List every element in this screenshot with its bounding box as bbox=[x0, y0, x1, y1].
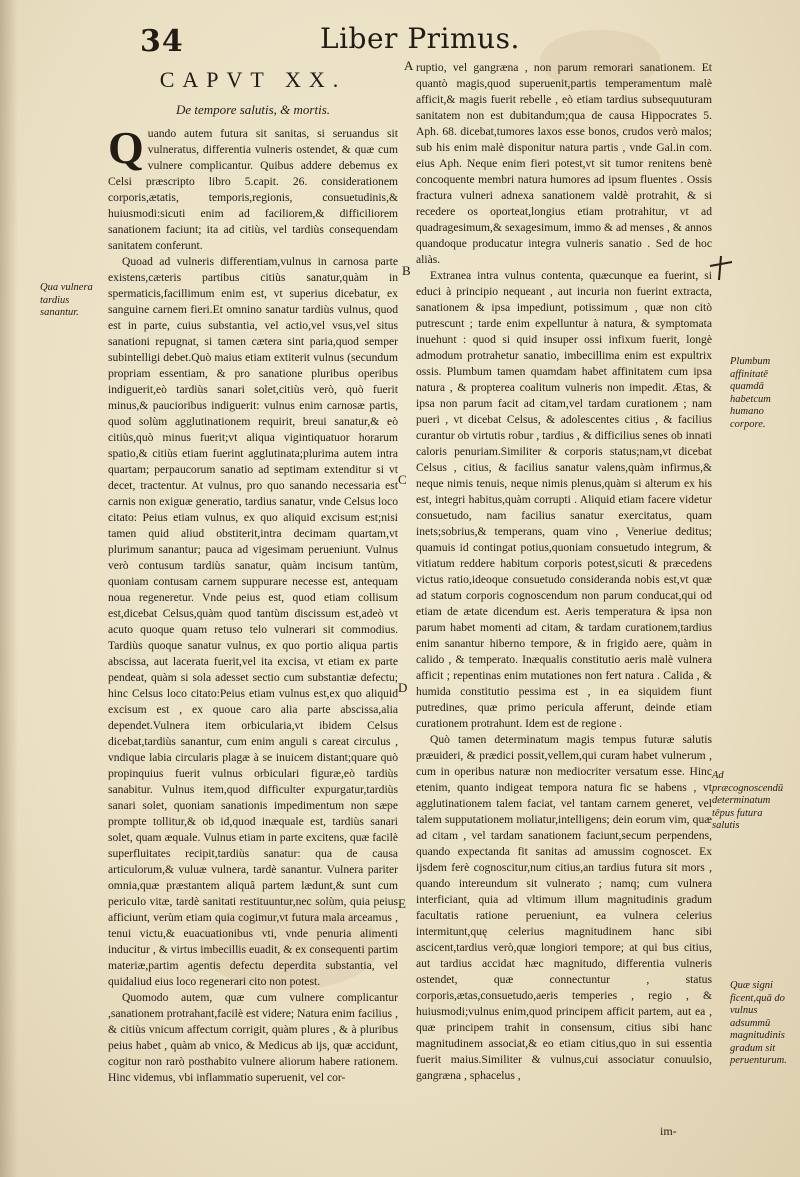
left-paragraph-3: Quomodo autem, quæ cum vulnere complicantur ,sanationem protrahant,facilè est videre; Natura enim facilius , & citiùs vnicum affectum corrigit, quàm plures , & à pluribus peius habet , quàm ab vnico, & Medicus ab ijs, quæ accidunt, cogitur non rarò posthabito vulnere aliorum habere rationem. Hinc videmus, vbi inflammatio superuenit, vel cor- bbox=[108, 991, 398, 1084]
page-edge-shadow bbox=[0, 0, 18, 1177]
chapter-title: CAPVT XX. bbox=[159, 67, 347, 92]
left-paragraph-1 bbox=[108, 122, 398, 254]
running-title: Liber Primus. bbox=[320, 22, 520, 55]
section-letter-e: E bbox=[398, 896, 406, 911]
section-letter-d: D bbox=[398, 680, 408, 695]
drop-cap: Q bbox=[108, 122, 144, 173]
page-number: 34 bbox=[140, 24, 184, 59]
margin-note-praecognoscendum: Ad præcognoscendū determinatum tēpus futura salutis bbox=[712, 770, 784, 831]
right-paragraph-2: Extranea intra vulnus contenta, quæcunque ea fuerint, si educi à principio nequeant , aut incuria non fuerint extracta, sanationem & ipsa impediunt, potissimum , quæ non citò putrescunt ; tarde enim expelluntur à natura, & symptomata inuehunt : quod si quid insuper ossi infixum fuerit, longè admodum protrahetur sanatio, imbecillima enim est expultrix ossis. Plumbum tamen quamdam habet affinitatem cum ipsa natura , & propterea coalitum vulneris non impedit. Ætas, & ipsa non parum facit ad citam,vel tardam curationem ; nam pueri , vt dicebat Celsus, & adolescentes citius , & facilius curantur ob virtutis robur , tardius , & difficilius senes ob innati caloris penuriam.Similiter & corporis status;nam,vt dicebat Celsus , citius, & facilius sanatur valens,quàm infirmus,& neque nimis tenuis, neque nimis plenus,quàm si alterum ex his est, integri habitus,quàm corrupti . Aliquid etiam facere videtur consuetudo, nam facilius sanatur exercitatus, quam inets;sobrius,& temperans, quam vino , Veneriue deditus; quamuis id contingat potius,quoniam consuetudo integrum, & vitiatum reddere habitum corporis potest,sicuti & præcedens victus ratio,ideoque consuetudo consideranda nobis est,vt quæ ad statum corporis cognoscendum non parum conducat,qui od etiam de ætate dicendum est. Aeris temperatura & ipsa non parum habet momenti ad citam, & tardam curationem,tardius enim sanantur hiberno tempore, & in frigido aere, quàm in calido , & temperato. Inæqualis constitutio aeris malè vulnera afficit ; repentinas enim mutationes non fert natura . Calida , & humida constitutio pessima est , in ea siquidem fiunt putredines, quæ primo pericula afferunt, deinde etiam curationem protrahunt. Idem est de regione . bbox=[416, 269, 712, 730]
margin-note-left: Qua vulnera tardius sanantur. bbox=[40, 282, 93, 318]
section-letter-c: C bbox=[398, 472, 407, 487]
left-paragraph-2: Quoad ad vulneris differentiam,vulnus in carnosa parte existens,cæteris partibus citiùs sanatur,quàm in spermaticis,facillimum enim est, vt superius dicebatur, ex sanguine carnem fieri.Et omnino sanatur tardiùs vulnus, quod est in parte, cuius substantia, vel actio,vel vsus,vel situs sanationi repugnat, si tamen cætera sint paria,quod semper subintelligi debet.Quò maius etiam extiterit vulnus (secundum propriam essentiam, & pro sanatione pluribus operibus indiguerit,eò tardiùs sanari solet,citiùs verò, quò fuerit minus,& paucioribus indiguerit: vulnus enim carnosæ partis, quod solùm agglutinationem requirit, breui sanatur,& eò citiùs,quò minus fuerit;vt aliqua vigintiquatuor horarum spatio,& citiùs etiam fuerint agglutinata;plurima autem intra quartam; perpaucorum sanatio ad septimam extenditur si vt decet, tractentur. At vulnus, pro quo sanando necessaria est carnis non exiguæ generatio, tardius sanatur, vnde Celsus loco citato: Peius etiam vulnus, ex quo aliquid excisum est;nisi tamen quid aliud obstiterit,intra decimam quartam,vt plurimum sanantur; pauca ad vigesimam perueniunt. Vulnus verò contusum tardiùs sanatur, quàm incisum tantùm, quoniam contusam carnem suppurare necesse est, antequam noua regeneretur. Vnde peius est, quod etiam collisum est,dicebat Celsus,quàm quod tantùm discissum est,adeò vt acuto quoque quam retuso telo vulnerari sit commodius. Tardiùs quoque sanatur vulnus, ex quo portio aliqua partis abscissa, aut lacerata fuerit,vel ita excisa, vt etiam ex parte pendeat, quàm si sola adesset sectio cum substantiæ defectu; hinc Celsus loco citato:Peius etiam vulnus est,ex quo aliquid excisum est , ex quoue caro alia parte abscissa,alia dependet.Vulnera item orbicularia,vt ibidem Celsus dicebat,tardiùs sanantur, cum enim anguli s careat circulus , vndique labia circularis plagæ à se inuicem distant;quare quò propinquius fuerit vulnus orbiculari figuræ,eò tardiùs sanabitur. Vulnus item,quod difficulter expurgatur,tardiùs sanari solet, quoniam sanationis impedimentum non sæpe prompte tollitur,& ob id,quod inæquale est, tardiùs sanari solet, quam æquale. Vulnus etiam in parte excitens, quæ facilè superfluitates recipit,tardiùs sanatur: qua de causa articulorum,& vuluæ vulnera, tardè sanantur. Vulnera pariter omnia,quæ præstantem aliquâ partem lædunt,& sunt cum periculo vitæ, tardè sanitati restituuntur,nec solùm, quia peius afficiunt, verùm etiam quia cogimur,vt futura mala arceamus , tenui victu,& euacuationibus vti, vnde penuria alimenti inducitur , & virtus imbecillis euadit, & ex consequenti partim materiæ,partim agentis defectu deperdita substantia, vel quidaliud eius loco regenerari cito non potest. bbox=[108, 255, 398, 988]
right-paragraph-1: ruptio, vel gangræna , non parum remorari sanationem. Et quantò magis,quod superuenit,partis temperamentum malè afficit,& magis fuerit rebelle , eò etiam tardius subsequuturam sanitatem non est dubitandum;qua de causa Hippocrates 5. Aph. 68. dicebat,tumores laxos esse bonos, crudos verò malos; sub his enim malè disponitur natura partis , vnde Gal.in com. eius Aph. Neque enim fieri potest,vt sit tumor renitens benè concoquente membri natura humores ad ipsum fluentes . Ossis fractura vulneri adnexa sanationem valdè protrahit, & si recedere os oporteat,longius etiam protrahitur, vt ad quadragesimum,& sexagesimum, immo & ad menses , & annos quandoque producatur integra vulneris sanatio . Sed de hoc aliàs. bbox=[416, 61, 712, 266]
handwritten-cross-mark bbox=[706, 252, 736, 282]
catchword: im- bbox=[660, 1124, 677, 1138]
right-column bbox=[416, 60, 712, 1084]
section-letter-b: B bbox=[402, 263, 411, 278]
chapter-subtitle: De tempore salutis, & mortis. bbox=[175, 102, 331, 117]
margin-note-signa: Quæ signi ficent,quā do vulnus adsummū magnitudinis gradum sit peruenturum. bbox=[730, 980, 787, 1066]
left-paragraph-1-text: uando autem futura sit sanitas, si seruandus sit vulneratus, differentia vulneris ostendet, & quæ cum vulnere complicantur. Quibus addere debemus ex Celsi præscripto libro 5.capit. 26. considerationem corporis,ætatis, temporis,regionis, consuetudinis,& huiusmodi:sicuti enim ad faciliorem,& difficiliorem sanationem faciunt; ita ad citiùs, vel tardiùs consequendam sanitatem conferunt. bbox=[108, 127, 398, 252]
margin-note-plumbum: Plumbum affinitatē quamdā habetcum humano corpore. bbox=[730, 356, 771, 430]
section-letter-a: A bbox=[404, 58, 414, 73]
right-paragraph-3: Quò tamen determinatum magis tempus futuræ salutis præuideri, & prædici possit,vellem,qui curam habet vulnerum , cum in operibus naturæ non mediocriter versatum esse. Hinc etenim, quanto indigeat tempora natura fic se habens , vt agglutinationem talem faciat, vel tantam carnem generet, vel talem supputationem moliatur,intelligens; dein eorum vim, quæ ad citam , vel tardam sanationem faciunt,secum perpendens, quando expectanda fit sanitas ad amussim cognoscet. Ex ijsdem ferè cognoscitur,num citius,an tardius futura sit mors , quando intereundum sit vulnerato ; namq; cum vulnera interficiant, quia ad vltimum illum magnitudinis gradum facultatis ratione perueniunt, ea vulnera celerius intermitunt,quę celerius magnitudinem hanc sibi ascicent,tardius verò,quæ longiori tempore; at qui bus citius, aut tardius accidat hæc magnitudo, differentia vulneris ostendet, quæ connectuntur , status corporis,ætas,consuetudo,aeris temperies , regio , & huiusmodi;vulnus enim,quod principem afficit partem, aut ea , quæ principem trahit in consensum, citius sibi hanc magnitudinem associat,& eo etiam citius,quo in sui essentia fuerit maius.Similiter & vulnus,cui associatur conuulsio, gangræna , sphacelus , bbox=[416, 733, 712, 1082]
left-column bbox=[108, 60, 398, 1086]
